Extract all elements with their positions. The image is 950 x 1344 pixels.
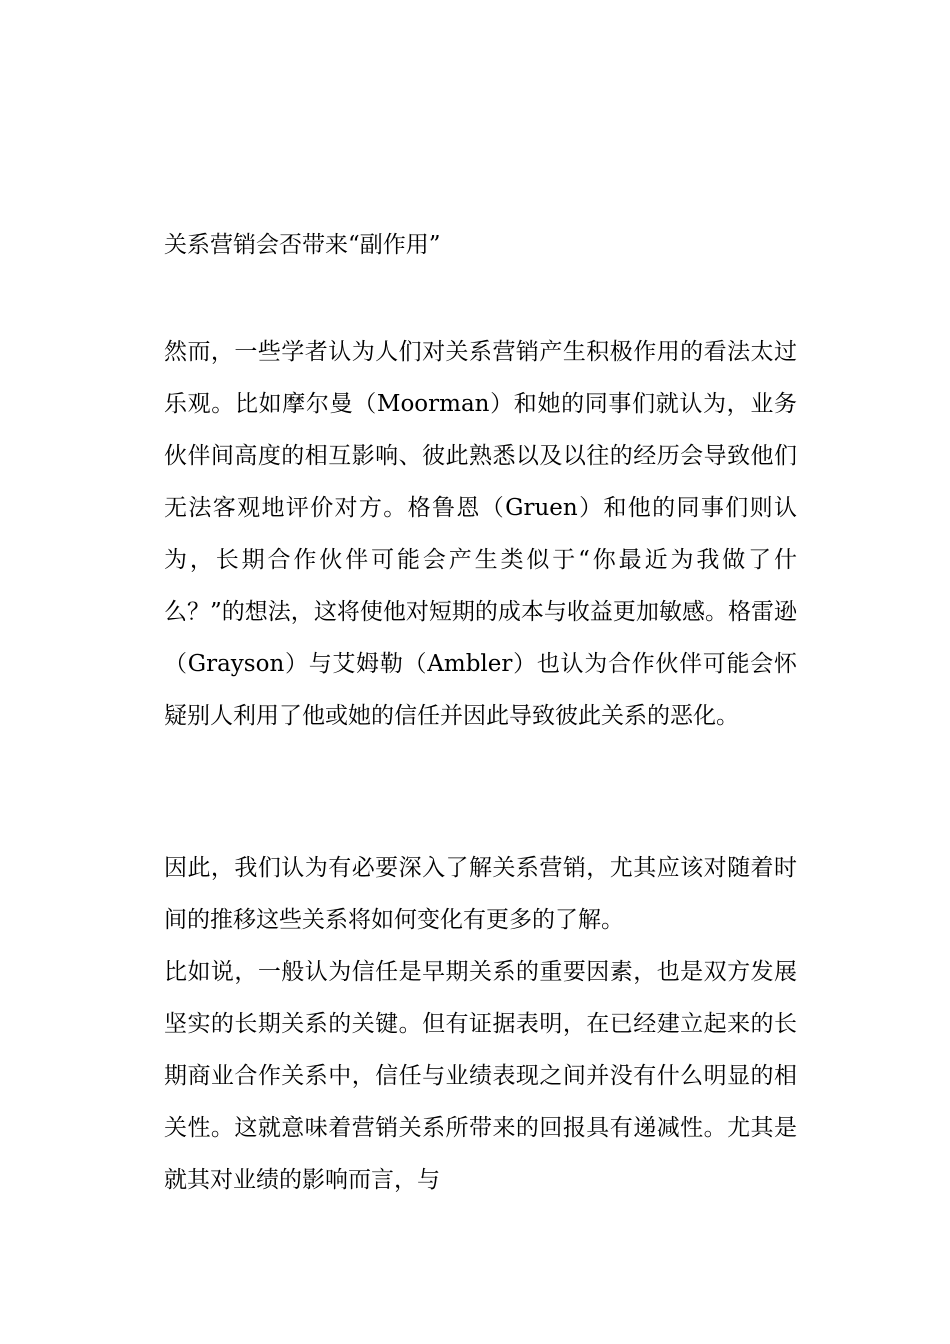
paragraph-2: 因此，我们认为有必要深入了解关系营销，尤其应该对随着时间的推移这些关系将如何变化有更多的了解。	[164, 855, 797, 933]
section-title: 关系营销会否带来“副作用”	[164, 232, 441, 258]
paragraph-1: 然而，一些学者认为人们对关系营销产生积极作用的看法太过乐观。比如摩尔曼（Moorman）和她的同事们就认为，业务伙伴间高度的相互影响、彼此熟悉以及以往的经历会导致他们无法客观地评价对方。格鲁恩（Gruen）和他的同事们则认为，长期合作伙伴可能会产生类似于“你最近为我做了什么？”的想法，这将使他对短期的成本与收益更加敏感。格雷逊（Grayson）与艾姆勒（Ambler）也认为合作伙伴可能会怀疑别人利用了他或她的信任并因此导致彼此关系的恶化。	[164, 339, 797, 729]
paragraph-3: 比如说，一般认为信任是早期关系的重要因素，也是双方发展坚实的长期关系的关键。但有证据表明，在已经建立起来的长期商业合作关系中，信任与业绩表现之间并没有什么明显的相关性。这就意味着营销关系所带来的回报具有递减性。尤其是就其对业绩的影响而言，与	[164, 959, 797, 1193]
